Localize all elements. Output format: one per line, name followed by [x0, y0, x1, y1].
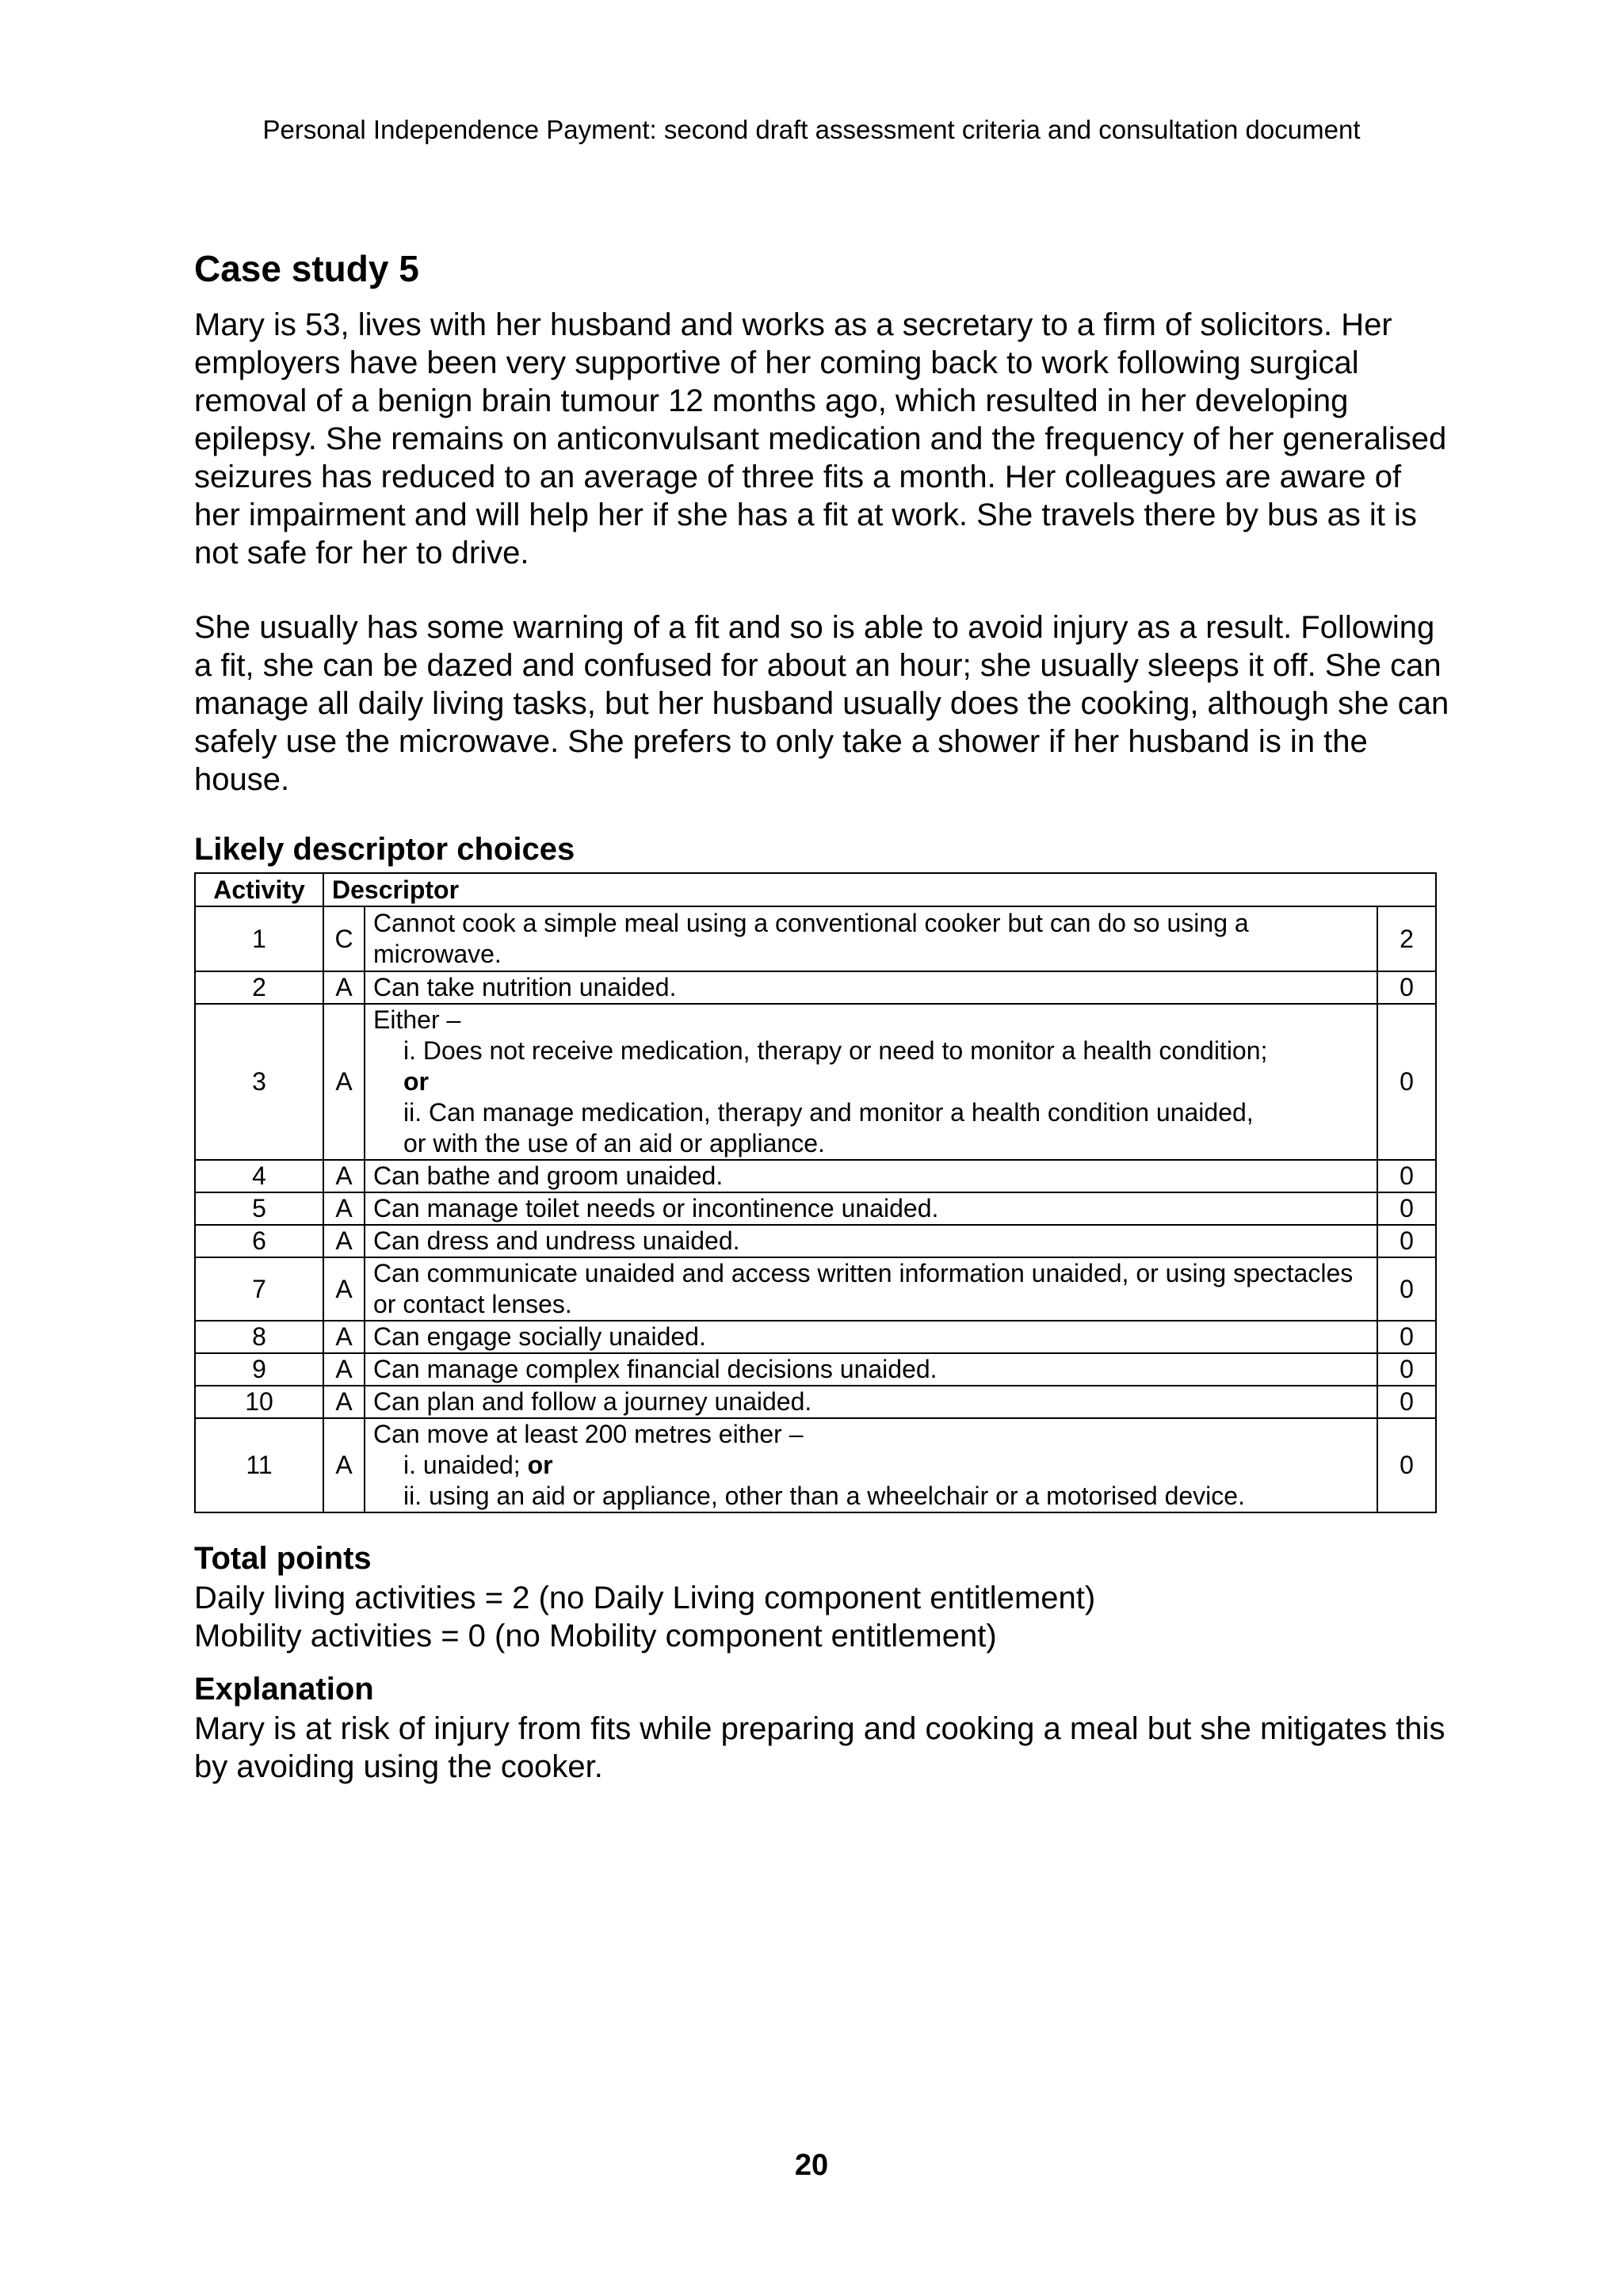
activity-number: 8 — [195, 1321, 323, 1353]
descriptor-letter: C — [323, 906, 365, 971]
descriptor-text — [365, 1004, 1377, 1160]
descriptor-points: 0 — [1377, 1321, 1436, 1353]
table-row — [195, 1225, 1436, 1257]
table-row — [195, 1004, 1436, 1160]
activity-number: 2 — [195, 971, 323, 1004]
daily-living-total: Daily living activities = 2 (no Daily Living component entitlement) — [194, 1581, 1096, 1615]
descriptor-or: or — [403, 1067, 429, 1096]
descriptor-letter: A — [323, 971, 365, 1004]
case-study-title: Case study 5 — [194, 248, 419, 289]
activity-number: 10 — [195, 1386, 323, 1418]
descriptor-points: 0 — [1377, 971, 1436, 1004]
explanation-text: Mary is at risk of injury from fits while preparing and cooking a meal but she mitigates this by avoiding using the cooker. — [194, 1711, 1445, 1784]
descriptor-intro: Can move at least 200 metres either – — [373, 1420, 804, 1448]
table-row — [195, 1321, 1436, 1353]
descriptor-letter: A — [323, 1192, 365, 1225]
activity-number: 7 — [195, 1257, 323, 1321]
table-row — [195, 1257, 1436, 1321]
table-row — [195, 971, 1436, 1004]
descriptor-points: 0 — [1377, 1004, 1436, 1160]
running-header: Personal Independence Payment: second draft assessment criteria and consultation document — [262, 115, 1361, 144]
activity-number: 11 — [195, 1418, 323, 1512]
descriptor-text: Can communicate unaided and access written information unaided, or using spectacles or contact lenses. — [365, 1257, 1377, 1321]
table-row — [195, 1353, 1436, 1386]
case-paragraph-2: She usually has some warning of a fit and so is able to avoid injury as a result. Following a fit, she can be dazed and confused for about an hour; she usually sleeps it off. She can manage all daily living tasks, but her husband usually does the cooking, although she can safely use the microwave. She prefers to only take a shower if her husband is in the house. — [194, 610, 1449, 797]
table-row — [195, 1386, 1436, 1418]
table-row — [195, 1160, 1436, 1192]
descriptor-text: Can dress and undress unaided. — [365, 1225, 1377, 1257]
descriptor-points: 0 — [1377, 1160, 1436, 1192]
col-descriptor-header: Descriptor — [323, 873, 1436, 906]
activity-number: 5 — [195, 1192, 323, 1225]
page-number: 20 — [794, 2149, 829, 2182]
descriptor-text: Cannot cook a simple meal using a conventional cooker but can do so using a microwave. — [365, 906, 1377, 971]
descriptor-points: 2 — [1377, 906, 1436, 971]
activity-number: 1 — [195, 906, 323, 971]
descriptor-option-1: i. unaided; — [403, 1451, 521, 1479]
descriptor-option-2: ii. using an aid or appliance, other than a wheelchair or a motorised device. — [403, 1482, 1245, 1510]
descriptor-letter: A — [323, 1225, 365, 1257]
descriptor-intro: Either – — [373, 1005, 461, 1034]
activity-number: 6 — [195, 1225, 323, 1257]
descriptor-points: 0 — [1377, 1386, 1436, 1418]
descriptor-points: 0 — [1377, 1353, 1436, 1386]
descriptor-letter: A — [323, 1257, 365, 1321]
table-row — [195, 906, 1436, 971]
descriptor-or: or — [527, 1451, 553, 1479]
descriptor-table — [194, 872, 1437, 1513]
descriptor-points: 0 — [1377, 1418, 1436, 1512]
descriptor-letter: A — [323, 1004, 365, 1160]
explanation-heading: Explanation — [194, 1672, 374, 1707]
activity-number: 3 — [195, 1004, 323, 1160]
descriptor-text: Can manage toilet needs or incontinence unaided. — [365, 1192, 1377, 1225]
descriptor-letter: A — [323, 1353, 365, 1386]
activity-number: 4 — [195, 1160, 323, 1192]
descriptor-points: 0 — [1377, 1192, 1436, 1225]
descriptor-text: Can take nutrition unaided. — [365, 971, 1377, 1004]
descriptor-letter: A — [323, 1160, 365, 1192]
table-row — [195, 1418, 1436, 1512]
descriptor-text — [365, 1418, 1377, 1512]
descriptor-points: 0 — [1377, 1257, 1436, 1321]
total-points-heading: Total points — [194, 1541, 372, 1576]
descriptor-option-2: ii. Can manage medication, therapy and monitor a health condition unaided, — [403, 1098, 1254, 1127]
descriptor-letter: A — [323, 1321, 365, 1353]
case-paragraph-1: Mary is 53, lives with her husband and works as a secretary to a firm of solicitors. Her employers have been very supportive of her coming back to work following surgical removal of a benign brain tumour 12 months ago, which resulted in her developing epilepsy. She remains on anticonvulsant medication and the frequency of her generalised seizures has reduced to an average of three fits a month. Her colleagues are aware of her impairment and will help her if she has a fit at work. She travels there by bus as it is not safe for her to drive. — [194, 307, 1447, 570]
descriptor-text: Can bathe and groom unaided. — [365, 1160, 1377, 1192]
descriptor-points: 0 — [1377, 1225, 1436, 1257]
descriptor-option-2-cont: or with the use of an aid or appliance. — [403, 1129, 825, 1158]
descriptor-text: Can plan and follow a journey unaided. — [365, 1386, 1377, 1418]
table-header-row — [195, 873, 1436, 906]
col-activity-header: Activity — [195, 873, 323, 906]
descriptor-heading: Likely descriptor choices — [194, 832, 575, 867]
descriptor-letter: A — [323, 1386, 365, 1418]
descriptor-text: Can engage socially unaided. — [365, 1321, 1377, 1353]
mobility-total: Mobility activities = 0 (no Mobility component entitlement) — [194, 1619, 997, 1653]
descriptor-option-1: i. Does not receive medication, therapy or need to monitor a health condition; — [403, 1036, 1268, 1065]
activity-number: 9 — [195, 1353, 323, 1386]
descriptor-letter: A — [323, 1418, 365, 1512]
table-row — [195, 1192, 1436, 1225]
descriptor-text: Can manage complex financial decisions unaided. — [365, 1353, 1377, 1386]
